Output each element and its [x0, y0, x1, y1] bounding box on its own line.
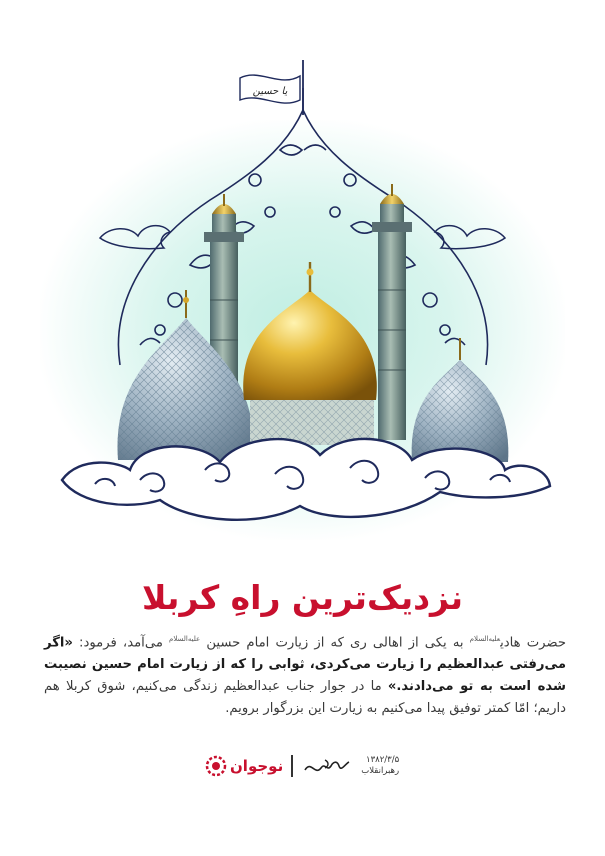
body-paragraph: [44, 628, 566, 720]
footer: [205, 748, 399, 784]
paragraph-part-1: حضرت هادی: [500, 635, 567, 651]
golden-dome: [243, 262, 377, 445]
brand-logo: [205, 755, 283, 777]
date-text: ۱۳۸۲/۳/۵: [366, 755, 400, 765]
flag: [240, 60, 303, 115]
paragraph-part-2: به یکی از اهالی ری که از زیارت امام حسین: [200, 635, 470, 651]
paragraph-part-4: ما در جوار جناب عبدالعظیم زندگی می‌کنیم، شوق کربلا هم داریم؛ امّا کمتر توفیق پیدا می‌کنیم به زیارت این بزرگوار برویم.: [44, 679, 566, 717]
footer-meta: [361, 755, 399, 777]
right-blue-dome: [412, 338, 509, 462]
small-clouds: [100, 226, 505, 249]
poster-title: نزدیک‌ترین راهِ کربلا: [142, 578, 463, 617]
brand-logo-text: نوجوان: [230, 757, 284, 775]
source-text: رهبرانقلاب: [361, 766, 400, 776]
flower-logo-icon: [205, 755, 227, 777]
right-minaret: [372, 184, 412, 440]
paragraph-part-3: می‌آمد، فرمود:: [72, 635, 170, 651]
honorific-2: علیه‌السلام: [169, 635, 201, 643]
signature-icon: [301, 752, 353, 780]
hadith-quote: «اگر می‌رفتی عبدالعظیم را زیارت می‌کردی، ثوابی را که از زیارت امام حسین نصیبت شده است به تو می‌دادند.»: [44, 635, 566, 695]
footer-divider: [291, 755, 293, 777]
honorific-1: علیه‌السلام: [469, 635, 501, 643]
flag-text: یا حسین: [252, 86, 288, 97]
